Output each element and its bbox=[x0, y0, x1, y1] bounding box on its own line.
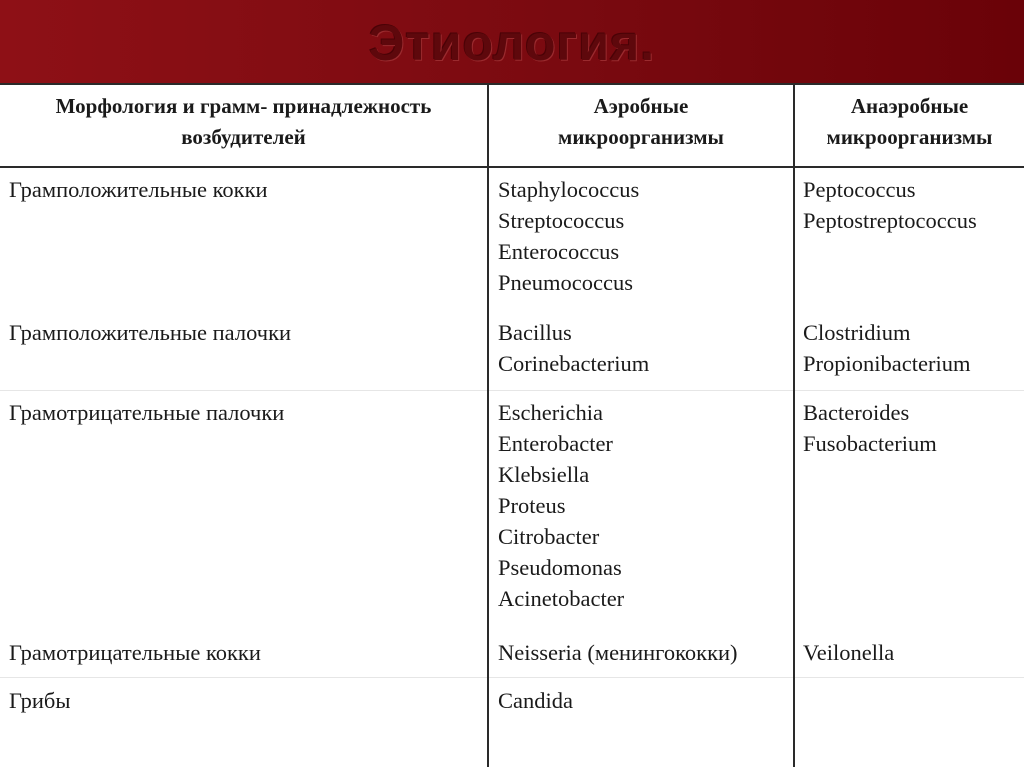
category-cell: Грамотрицательные кокки bbox=[9, 640, 261, 665]
anaerobic-cell bbox=[803, 317, 970, 379]
header-anaerobic-line: микроорганизмы bbox=[826, 125, 993, 149]
header-aerobic bbox=[489, 91, 793, 153]
header-morphology-line: возбудителей bbox=[181, 125, 306, 149]
header-aerobic-line: микроорганизмы bbox=[558, 125, 724, 149]
row-divider bbox=[0, 677, 1024, 678]
row-divider bbox=[0, 390, 1024, 391]
aerobic-cell bbox=[498, 317, 649, 379]
organism-name: Staphylococcus bbox=[498, 177, 640, 202]
aerobic-cell bbox=[498, 397, 624, 614]
header-aerobic-line: Аэробные bbox=[593, 94, 689, 118]
organism-name: Proteus bbox=[498, 493, 566, 518]
organism-name: Clostridium bbox=[803, 320, 911, 345]
anaerobic-cell bbox=[803, 174, 977, 236]
aerobic-cell bbox=[498, 637, 738, 668]
organism-name: Veilonella bbox=[803, 640, 895, 665]
organism-name: Candida bbox=[498, 688, 573, 713]
header-bottom-border bbox=[0, 166, 1024, 168]
aerobic-cell bbox=[498, 685, 573, 716]
organism-name: Acinetobacter bbox=[498, 586, 625, 611]
column-divider bbox=[793, 84, 795, 767]
organism-name: Streptococcus bbox=[498, 208, 625, 233]
organism-name: Fusobacterium bbox=[803, 431, 937, 456]
organism-name: Peptococcus bbox=[803, 177, 916, 202]
header-top-border bbox=[0, 83, 1024, 85]
organism-name: Peptostreptococcus bbox=[803, 208, 977, 233]
organism-name: Escherichia bbox=[498, 400, 603, 425]
header-morphology-line: Морфология и грамм- принадлежность bbox=[55, 94, 432, 118]
category-cell: Грамотрицательные палочки bbox=[9, 400, 285, 425]
organism-name: Pneumococcus bbox=[498, 270, 633, 295]
column-divider bbox=[487, 84, 489, 767]
anaerobic-cell bbox=[803, 397, 937, 459]
organism-name: Citrobacter bbox=[498, 524, 600, 549]
organism-name: Klebsiella bbox=[498, 462, 590, 487]
organism-name: Enterococcus bbox=[498, 239, 620, 264]
category-cell: Грамположительные кокки bbox=[9, 177, 268, 202]
organism-name: Neisseria (менингококки) bbox=[498, 640, 738, 665]
organism-name: Enterobacter bbox=[498, 431, 613, 456]
aerobic-cell bbox=[498, 174, 639, 298]
header-morphology bbox=[0, 91, 487, 153]
header-anaerobic bbox=[795, 91, 1024, 153]
organism-name: Bacteroides bbox=[803, 400, 910, 425]
header-anaerobic-line: Анаэробные bbox=[850, 94, 969, 118]
organism-name: Corinebacterium bbox=[498, 351, 650, 376]
category-cell: Грибы bbox=[9, 688, 71, 713]
organism-name: Pseudomonas bbox=[498, 555, 622, 580]
category-cell: Грамположительные палочки bbox=[9, 320, 292, 345]
organism-name: Propionibacterium bbox=[803, 351, 971, 376]
slide-title: Этиология. bbox=[368, 15, 656, 71]
anaerobic-cell bbox=[803, 637, 894, 668]
organism-name: Bacillus bbox=[498, 320, 572, 345]
